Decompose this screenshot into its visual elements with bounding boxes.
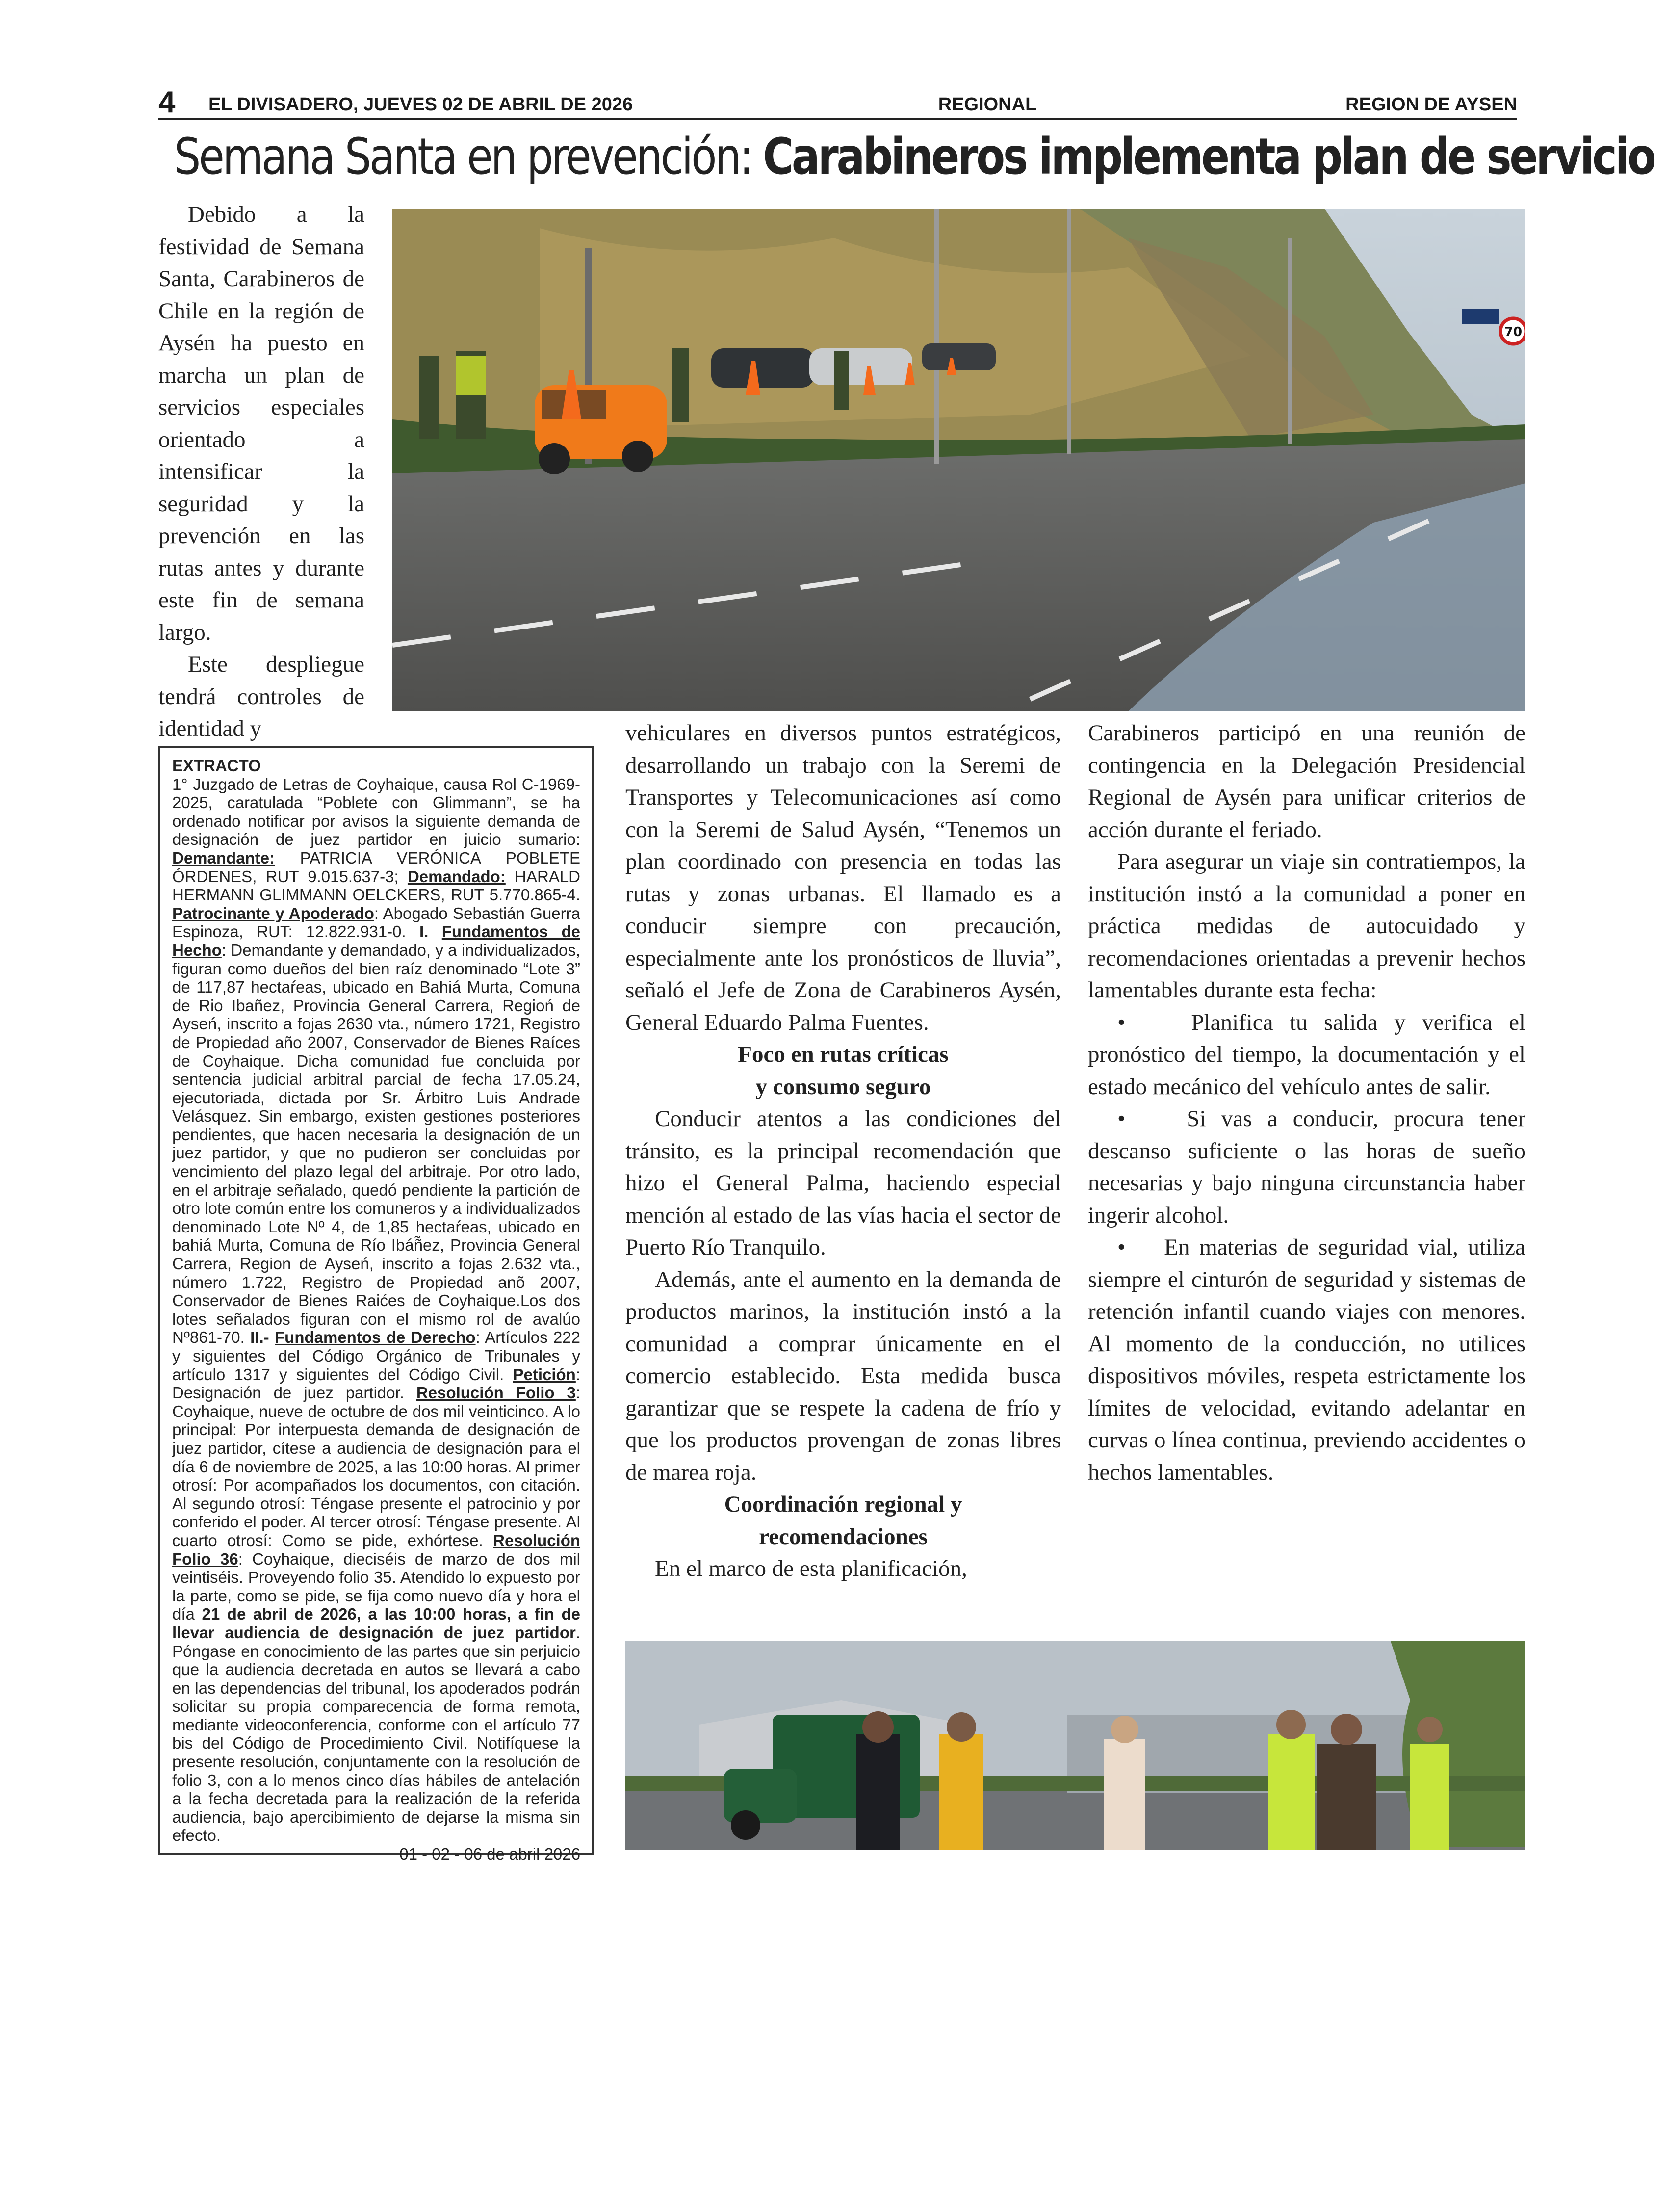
label-demandante: Demandante: [172,848,275,867]
bullet-text-3: En materias de seguridad vial, utiliza siempre el cinturón de seguridad y sistemas de retención infantil cuando viajes con menores. Al momento de la conducción, no utilices dispositivos móviles, respeta estrictamente los límites de velocidad, evitando adelantar en curvas o línea continua, previendo accidentes o hechos lamentables. [1088,1234,1525,1485]
page-number: 4 [158,85,176,119]
page-header [158,87,1517,120]
newspaper-dateline: EL DIVISADERO, JUEVES 02 DE ABRIL DE 2026 [208,94,633,115]
mid-paragraph-2: Conducir atentos a las condiciones del tránsito, es la principal recomendación que hizo el General Palma, haciendo especial mención al estado de las vías hacia el sector de Puerto Río Tranquilo. [625,1106,1061,1260]
label-fund-hecho-num: I. [419,922,429,941]
bullet-item-2 [1088,1103,1525,1232]
headline-main: Carabineros implementa plan de servicio [763,128,1654,186]
intro-paragraph-1: Debido a la festividad de Semana Santa, Carabineros de Chile en la región de Aysén ha puesto en marcha un plan de servicios especiales orientado a intensificar la seguridad y la prevención en las rutas antes y durante este fin de semana largo. [158,202,364,645]
extracto-text: : Demandante y demandado, y a individualizados, figuran como dueños del bien raíz denominado “Lote 3” de 117,87 hectaŕeas, ubicado en Bahiá Murta, Comuna de Rio Ibañez, Provincia General Carrera, Regioń de Ayseń, inscrito a fojas 2630 vta., número 1721, Registro de Propiedad año 2007, Conservador de Bienes Raíces de Coyhaique. Dicha comunidad fue concluida por sentencia judicial arbitral parcial de fecha 17.05.24, ejecutoriada, dictada por Sr. Árbitro Luis Andrade Velásquez. Sin embargo, existen gestiones posteriores pendientes, que hacen necesaria la designación de un juez partidor, y que no pudieron ser concluidas por vencimiento del plazo legal del arbitraje. Por otro lado, en el arbitraje señalado, quedó pendiente la partición de otro lote común entre los comuneros y a individualizados denominado Lote Nº 4, de 1,85 hectaŕeas, ubicado en bahiá Murta, Comuna de Río Ibáñ̃ez, Provincia General Carrera, Region de Ayseń, inscrito a fojas 2.632 vta., número 1.722, Registro de Propiedad anõ 2007, Conservador de Bienes Raićes de Coyhaique.Los dos lotes señalados figuran con el mismo rol de avalúo Nº861-70. [172,941,580,1347]
middle-column [625,717,1061,1585]
right-column [1088,717,1525,1489]
extracto-text: : Artículos 222 y siguientes del Código Orgánico de Tribunales y artículo 1317 y siguientes del Código Civil. [172,1328,581,1384]
label-resolucion-3: Resolución Folio 3 [416,1384,576,1402]
label-fund-hecho: Fundamentos de Hecho [172,922,580,959]
extracto-text: HARALD HERMANN GLIMMANN OELCKERS, RUT 5.770.865-4. [172,867,581,904]
subhead-rutas-1: Foco en rutas críticas [738,1042,949,1067]
label-patrocinante: Patrocinante y Apoderado [172,904,374,922]
extracto-title: EXTRACTO [172,757,261,775]
label-fund-derecho: Fundamentos de Derecho [275,1328,476,1347]
right-paragraph-2: Para asegurar un viaje sin contratiempos, la institución instó a la comunidad a poner en práctica medidas de autocuidado y recomendaciones orientadas a prevenir hechos lamentables durante esta fecha: [1088,849,1525,1003]
bullet-icon: • [1117,1009,1191,1035]
extracto-text: PATRICIA VERÓNICA POBLETE ÓRDENES, RUT 9.015.637-3; [172,848,580,886]
extracto-text: . Póngase en conocimiento de las partes que sin perjuicio que la audiencia decretada en autos se llevará a cabo en las dependencias del tribunal, los apoderados podrán solicitar su propia comparecencia de forma remota, mediante videoconferencia, conforme con el artículo 77 bis del Código de Procedimiento Civil. Notifíquese la presente resolución, conjuntamente con la resolución de folio 3, con a lo menos cinco días hábiles de antelación a la fecha decretada para la realización de la referida audiencia, bajo apercibimiento de dejarse la misma sin efecto. [172,1623,580,1845]
extracto-body [172,775,580,1845]
label-peticion: Petición [513,1365,576,1384]
intro-column [158,199,364,745]
checkpoint-photo [392,209,1525,711]
section-label: REGIONAL [938,94,1037,115]
label-demandado: Demandado: [407,867,506,886]
extracto-box [158,746,594,1863]
speed-sign-number: 70 [1504,325,1523,340]
bullet-text-1: Planifica tu salida y verifica el pronóstico del tiempo, la documentación y el estado mecánico del vehículo antes de salir. [1088,1009,1525,1100]
subhead-coordinacion-1: Coordinación regional y [724,1492,962,1517]
label-fund-derecho-num: II.- [250,1328,269,1347]
bullet-item-3 [1088,1232,1525,1489]
right-paragraph-1: Carabineros participó en una reunión de contingencia en la Delegación Presidencial Regional de Aysén para unificar criterios de acción durante el feriado. [1088,720,1525,842]
meeting-photo [625,1641,1525,1850]
extracto-text: : Designación de juez partidor. [172,1365,580,1402]
mid-paragraph-3: Además, ante el aumento en la demanda de productos marinos, la institución instó a la comunidad a comprar únicamente en el comercio establecido. Esta medida busca garantizar que se respete la cadena de frío y que los productos provengan de zonas libres de marea roja. [625,1266,1061,1485]
checkpoint-photo-illustration [392,209,1525,711]
extracto-text: : Abogado Sebastián Guerra Espinoza, RUT: 12.822.931-0. [172,904,580,941]
extracto-text: : Coyhaique, dieciséis de marzo de dos mil veintiséis. Proveyendo folio 35. Atendido lo expuesto por la parte, como se pide, se fija como nuevo día y hora el día [172,1549,580,1624]
bullet-icon: • [1117,1106,1187,1131]
extracto-text: 1° Juzgado de Letras de Coyhaique, causa Rol C-1969-2025, caratulada “Poblete con Glimmann”, se ha ordenado notificar por avisos la siguiente demanda de designación de juez partidor en juicio sumario: [172,775,580,849]
subhead-coordinacion-2: recomendaciones [759,1523,928,1549]
subhead-rutas-2: y consumo seguro [755,1074,931,1100]
headline-kicker: Semana Santa en prevención: [174,128,752,186]
extracto-dates: 01 - 02 - 06 de abril 2026 [399,1845,580,1863]
bullet-icon: • [1117,1234,1164,1260]
bullet-item-1 [1088,1007,1525,1103]
bullet-text-2: Si vas a conducir, procura tener descanso suficiente o las horas de sueño necesarias y bajo ninguna circunstancia haber ingerir alcohol. [1088,1106,1525,1228]
region-label: REGION DE AYSEN [1345,94,1517,115]
intro-paragraph-2: Este despliegue tendrá controles de identidad y [158,652,364,741]
headline [174,123,1654,191]
meeting-photo-illustration [625,1641,1525,1850]
mid-paragraph-1: vehiculares en diversos puntos estratégicos, desarrollando un trabajo con la Seremi de Transportes y Telecomunicaciones así como con la Seremi de Salud Aysén, “Tenemos un plan coordinado con presencia en todas las rutas y zonas urbanas. El llamado es a conducir siempre con precaución, especialmente ante los pronósticos de lluvia”, señaló el Jefe de Zona de Carabineros Aysén, General Eduardo Palma Fuentes. [625,720,1061,1035]
label-resolucion-36: Resolución Folio 36 [172,1531,581,1568]
mid-paragraph-4: En el marco de esta planificación, [655,1556,967,1581]
extracto-text: : Coyhaique, nueve de octubre de dos mil veinticinco. A lo principal: Por interpuesta demanda de designación de juez partidor, cítese a audiencia de designación para el día 6 de noviembre de 2025, a las 10:00 horas. Al primer otrosí: Por acompañados los documentos, con citación. Al segundo otrosí: Téngase presente el patrocinio y por conferido el poder. Al tercer otrosí: Téngase presente. Al cuarto otrosí: Como se pide, exhórtese. [172,1384,580,1549]
highlight-fecha-audiencia: 21 de abril de 2026, a las 10:00 horas, a fin de llevar audiencia de designación de juez partidor [172,1605,580,1642]
